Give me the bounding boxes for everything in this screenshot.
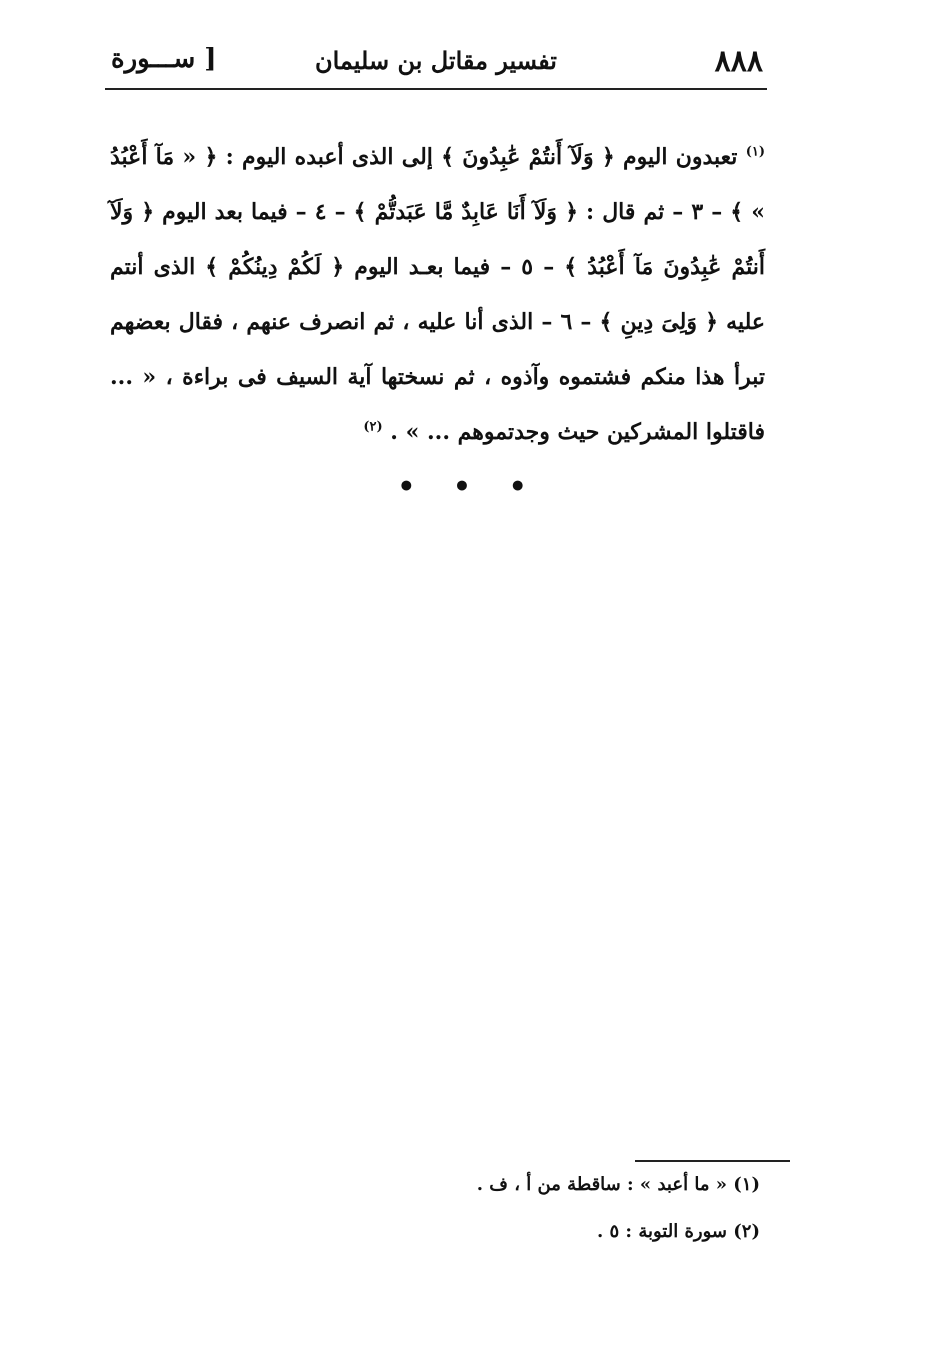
footnote-item <box>420 1174 760 1195</box>
commentary-text <box>110 130 765 460</box>
footnote-number: (١) <box>733 1174 760 1195</box>
commentary-paragraph <box>110 130 765 460</box>
page-header <box>105 38 767 90</box>
footnote-marker-1: (١) <box>745 144 765 160</box>
commentary-paragraph-text: تعبدون اليوم ﴿ وَلَآ أَنتُمْ عَٰبِدُونَ ﴾ إلى الذى أعبده اليوم : ﴿ « مَآ أَعْبُدُ » ﴾ – ٣ – ثم قال : ﴿ وَلَآ أَنَا عَابِدٌ مَّا عَبَدتُّمْ ﴾ – ٤ – فيما بعد اليوم ﴿ وَلَآ أَنتُمْ عَٰبِدُونَ مَآ أَعْبُدُ ﴾ – ٥ – فيما بعـد اليوم ﴿ لَكُمْ دِينُكُمْ ﴾ الذى أنتم عليه ﴿ وَلِىَ دِينِ ﴾ – ٦ – الذى أنا عليه ، ثم انصرف عنهم ، فقال بعضهم تبرأ هذا منكم فشتموه وآذوه ، ثم نسختها آية السيف فى براءة ، « ... فاقتلوا المشركين حيث وجدتموهم ... » . <box>110 144 766 445</box>
footnote-item <box>420 1221 760 1242</box>
page-number: ٨٨٨ <box>714 44 763 79</box>
footnote-divider <box>635 1160 790 1162</box>
surah-label: [ ســـورة <box>111 44 217 74</box>
footnote-text: سورة التوبة : ٥ . <box>596 1221 727 1242</box>
section-separator: • • • <box>397 470 541 503</box>
footnote-text: « ما أعبد » : ساقطة من أ ، ف . <box>476 1174 727 1195</box>
footnote-marker-2: (٢) <box>363 419 383 435</box>
footnote-number: (٢) <box>733 1221 760 1242</box>
footnotes <box>420 1174 760 1268</box>
book-title: تفسير مقاتل بن سليمان <box>314 46 557 75</box>
